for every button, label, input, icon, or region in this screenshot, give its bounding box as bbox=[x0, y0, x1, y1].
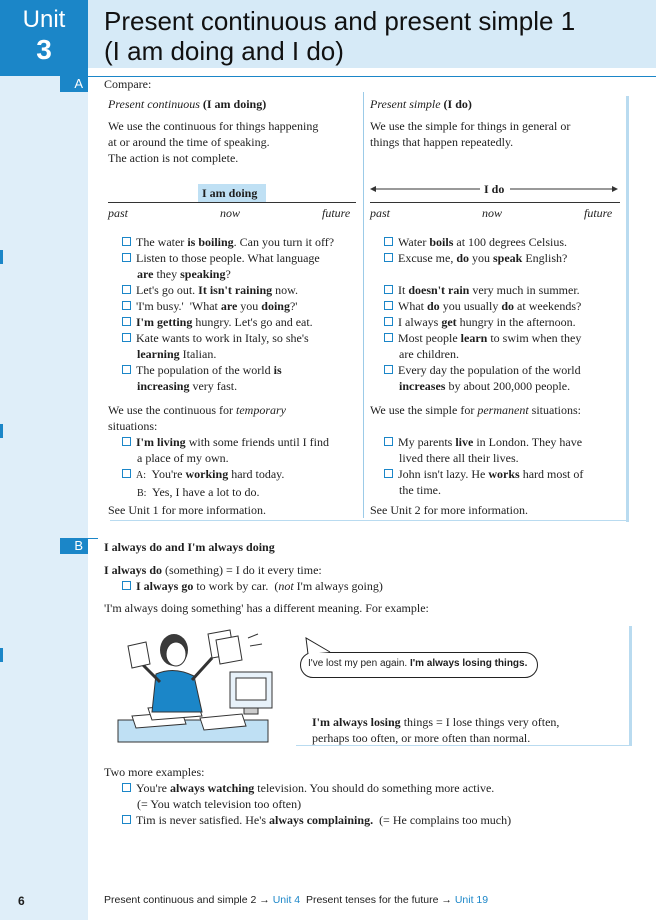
checkbox-icon bbox=[122, 581, 131, 590]
speech-bubble-text: I've lost my pen again. I'm always losing things. bbox=[308, 658, 528, 669]
checkbox-icon bbox=[384, 333, 393, 342]
right-see-unit: See Unit 2 for more information. bbox=[370, 503, 528, 517]
section-a-letter: A bbox=[60, 76, 88, 92]
column-bottom bbox=[110, 520, 628, 521]
left-description: We use the continuous for things happening at or around the time of speaking. The action is not complete. bbox=[108, 119, 319, 165]
checkbox-icon bbox=[122, 301, 131, 310]
checkbox-icon bbox=[122, 365, 131, 374]
woman-at-desk-illustration bbox=[112, 624, 290, 746]
right-examples: Water boils at 100 degrees Celsius. Excuse me, do you speak English? It doesn't rain very much in summer. What do you usually do at weekends? I always get hungry in the afternoon. Most people learn to swim when they are children. Every day the population of the world increases by about 200,000 people. bbox=[384, 234, 581, 394]
checkbox-icon bbox=[122, 333, 131, 342]
section-a-rule bbox=[88, 76, 656, 77]
always-do-example: I always go to work by car. (not I'm always going) bbox=[122, 578, 383, 594]
right-past: past bbox=[370, 206, 391, 220]
checkbox-icon bbox=[122, 237, 131, 246]
column-edge bbox=[626, 96, 629, 522]
checkbox-icon bbox=[122, 317, 131, 326]
section-b-heading: I always do and I'm always doing bbox=[104, 540, 275, 554]
left-timeline bbox=[108, 202, 356, 203]
checkbox-icon bbox=[122, 437, 131, 446]
right-timeline bbox=[370, 202, 620, 203]
unit-word: Unit bbox=[22, 6, 66, 33]
checkbox-icon bbox=[384, 437, 393, 446]
temporary-intro: We use the continuous for temporary situations: bbox=[108, 403, 287, 433]
checkbox-icon bbox=[122, 253, 131, 262]
left-future: future bbox=[322, 206, 351, 220]
arrow-right-icon: → bbox=[259, 894, 270, 906]
column-divider bbox=[363, 92, 364, 518]
more-examples: You're always watching television. You should do something more active. (= You watch television too often) Tim is never satisfied. He's always complaining. (= He complains too much) bbox=[122, 780, 511, 828]
edge-mark bbox=[0, 648, 3, 662]
page-title: Present continuous and present simple 1 (I am doing and I do) bbox=[104, 6, 576, 66]
unit-number: 3 bbox=[36, 34, 52, 65]
sidebar bbox=[0, 0, 88, 920]
permanent-examples: My parents live in London. They have lived there all their lives. John isn't lazy. He works hard most of the time. bbox=[384, 434, 583, 498]
section-b-rule bbox=[88, 538, 98, 539]
two-more-label: Two more examples: bbox=[104, 765, 205, 779]
temporary-examples: I'm living with some friends until I find a place of my own. A: You're working hard today. B: Yes, I have a lot to do. bbox=[122, 434, 329, 502]
always-losing-explanation: I'm always losing things = I lose things very often, perhaps too often, or more often than normal. bbox=[312, 715, 560, 745]
left-see-unit: See Unit 1 for more information. bbox=[108, 503, 266, 517]
checkbox-icon bbox=[384, 301, 393, 310]
left-now: now bbox=[220, 206, 241, 220]
checkbox-icon bbox=[384, 285, 393, 294]
different-meaning: 'I'm always doing something' has a different meaning. For example: bbox=[104, 601, 429, 615]
right-heading: Present simple (I do) bbox=[370, 97, 472, 111]
edge-mark bbox=[0, 424, 3, 438]
speech-bubble-tail bbox=[304, 636, 334, 656]
left-examples: The water is boiling. Can you turn it off? Listen to those people. What language are they speaking? Let's go out. It isn't raining now. 'I'm busy.' 'What are you doing?' I'm getting hungry. Let's go and eat. Kate wants to work in Italy, so she's learning Italian. The population of the world is increasing very fast. bbox=[122, 234, 334, 394]
checkbox-icon bbox=[384, 237, 393, 246]
checkbox-icon bbox=[122, 815, 131, 824]
always-do-definition: I always do (something) = I do it every time: bbox=[104, 563, 322, 577]
checkbox-icon bbox=[122, 285, 131, 294]
arrow-right-icon: → bbox=[441, 894, 452, 906]
permanent-intro: We use the simple for permanent situations: bbox=[370, 403, 582, 417]
link-unit-19[interactable]: Unit 19 bbox=[454, 894, 489, 906]
checkbox-icon bbox=[384, 469, 393, 478]
checkbox-icon bbox=[384, 253, 393, 262]
checkbox-icon bbox=[384, 365, 393, 374]
section-b-letter: B bbox=[60, 538, 88, 554]
footer-cross-references: Present continuous and simple 2 → Unit 4 Present tenses for the future → Unit 19 bbox=[104, 894, 489, 906]
checkbox-icon bbox=[122, 783, 131, 792]
right-now: now bbox=[482, 206, 503, 220]
right-timeline-label: I do bbox=[484, 182, 505, 196]
edge-mark bbox=[0, 250, 3, 264]
checkbox-icon bbox=[384, 317, 393, 326]
left-timeline-label: I am doing bbox=[202, 186, 258, 200]
left-heading: Present continuous (I am doing) bbox=[108, 97, 267, 111]
page-number: 6 bbox=[18, 894, 25, 908]
link-unit-4[interactable]: Unit 4 bbox=[272, 894, 301, 906]
right-description: We use the simple for things in general or things that happen repeatedly. bbox=[370, 119, 571, 149]
right-future: future bbox=[584, 206, 613, 220]
left-past: past bbox=[108, 206, 129, 220]
checkbox-icon bbox=[122, 469, 131, 478]
compare-label: Compare: bbox=[104, 77, 152, 91]
